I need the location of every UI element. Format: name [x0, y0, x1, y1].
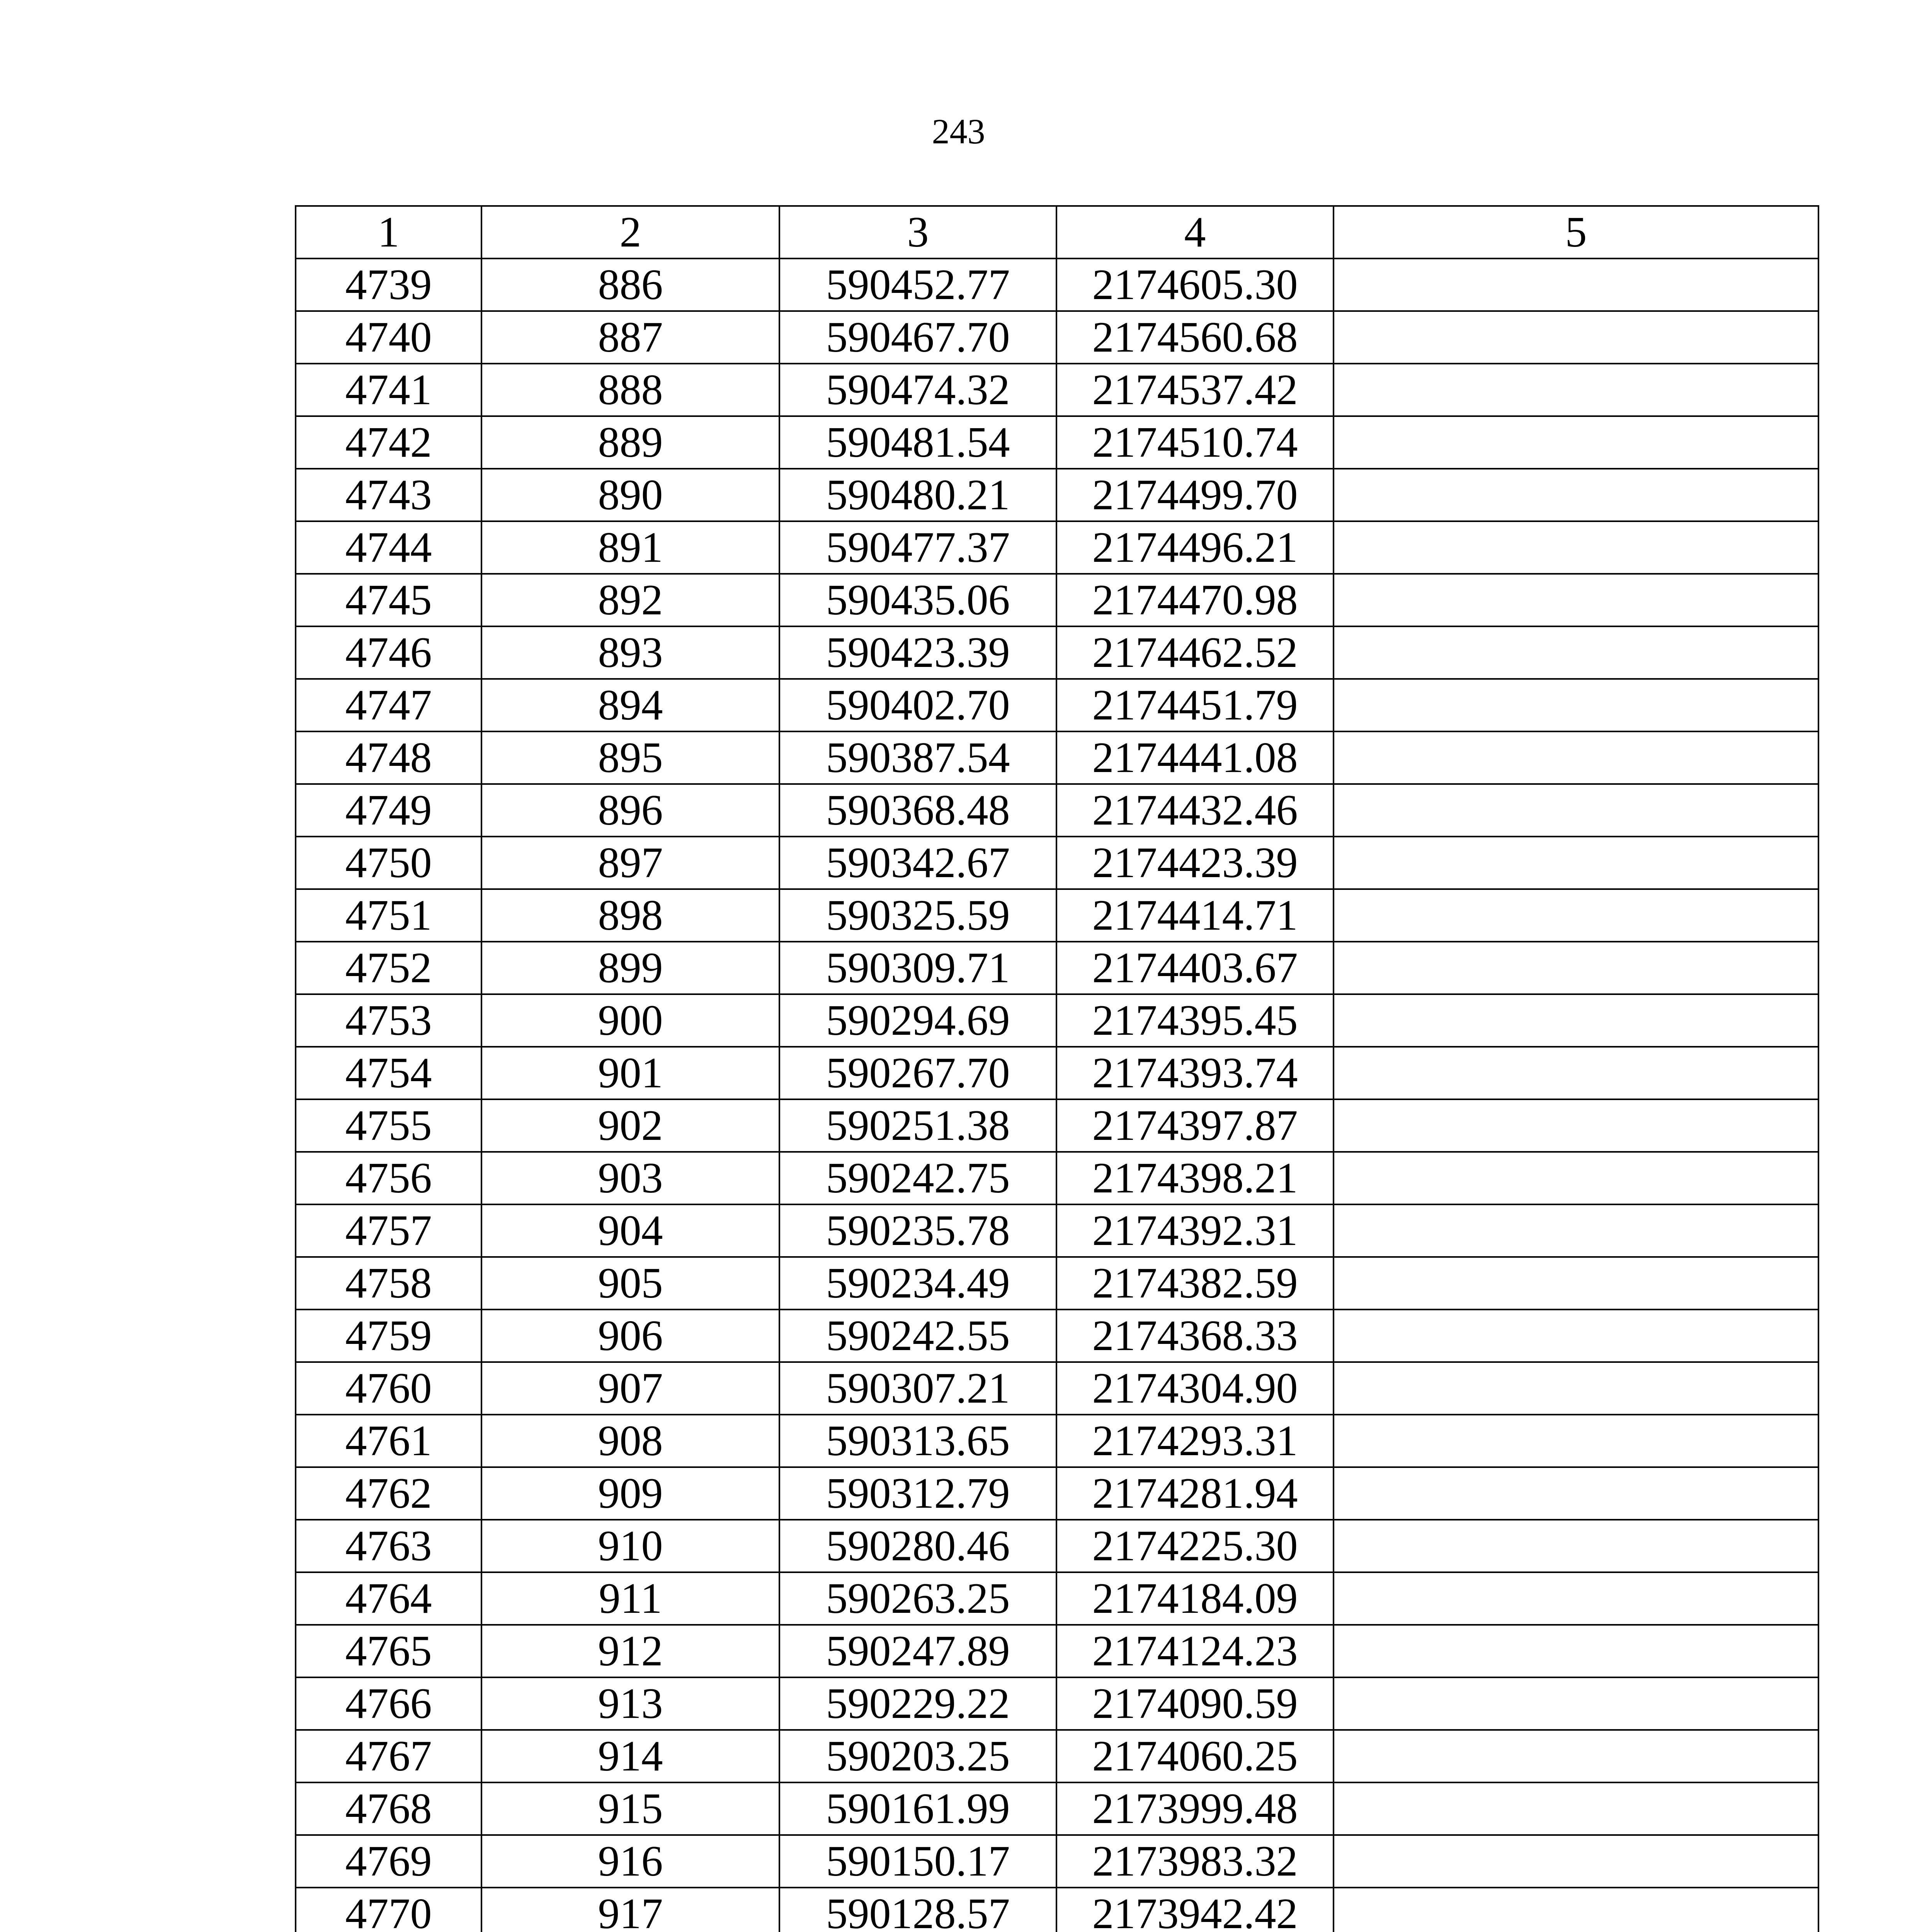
cell-y: 2174605.30: [1056, 259, 1334, 311]
cell-number: 4763: [296, 1520, 481, 1572]
table-row: [296, 1362, 1818, 1415]
cell-point: 897: [481, 837, 779, 889]
cell-x: 590402.70: [779, 679, 1056, 731]
cell-note: [1334, 469, 1818, 521]
table-row: [296, 784, 1818, 837]
table-row: [296, 837, 1818, 889]
cell-point: 903: [481, 1152, 779, 1204]
cell-number: 4757: [296, 1204, 481, 1257]
table-row: [296, 679, 1818, 731]
cell-point: 910: [481, 1520, 779, 1572]
cell-note: [1334, 1730, 1818, 1782]
cell-point: 900: [481, 994, 779, 1047]
cell-number: 4748: [296, 731, 481, 784]
cell-number: 4755: [296, 1099, 481, 1152]
cell-point: 895: [481, 731, 779, 784]
cell-number: 4768: [296, 1782, 481, 1835]
cell-point: 886: [481, 259, 779, 311]
cell-number: 4753: [296, 994, 481, 1047]
cell-point: 893: [481, 626, 779, 679]
cell-y: 2174499.70: [1056, 469, 1334, 521]
table-row: [296, 364, 1818, 416]
cell-point: 917: [481, 1888, 779, 1932]
cell-number: 4754: [296, 1047, 481, 1099]
table-header-row: [296, 206, 1818, 259]
table-row: [296, 1047, 1818, 1099]
table-row: [296, 1204, 1818, 1257]
cell-point: 892: [481, 574, 779, 626]
cell-number: 4750: [296, 837, 481, 889]
table-row: [296, 521, 1818, 574]
cell-number: 4770: [296, 1888, 481, 1932]
cell-note: [1334, 1520, 1818, 1572]
column-header-5: 5: [1334, 206, 1818, 259]
table-row: [296, 994, 1818, 1047]
table-row: [296, 1467, 1818, 1520]
cell-number: 4744: [296, 521, 481, 574]
cell-point: 905: [481, 1257, 779, 1310]
cell-number: 4759: [296, 1310, 481, 1362]
table-row: [296, 1257, 1818, 1310]
cell-number: 4766: [296, 1677, 481, 1730]
cell-y: 2174060.25: [1056, 1730, 1334, 1782]
cell-point: 908: [481, 1415, 779, 1467]
cell-note: [1334, 679, 1818, 731]
table-row: [296, 1572, 1818, 1625]
table-row: [296, 416, 1818, 469]
table-row: [296, 1888, 1818, 1932]
cell-note: [1334, 784, 1818, 837]
cell-x: 590342.67: [779, 837, 1056, 889]
cell-x: 590307.21: [779, 1362, 1056, 1415]
cell-number: 4765: [296, 1625, 481, 1677]
cell-x: 590474.32: [779, 364, 1056, 416]
table-row: [296, 1835, 1818, 1888]
table-row: [296, 731, 1818, 784]
cell-y: 2174293.31: [1056, 1415, 1334, 1467]
cell-y: 2174510.74: [1056, 416, 1334, 469]
cell-x: 590452.77: [779, 259, 1056, 311]
cell-point: 896: [481, 784, 779, 837]
table-row: [296, 1415, 1818, 1467]
cell-x: 590235.78: [779, 1204, 1056, 1257]
cell-note: [1334, 364, 1818, 416]
column-header-1: 1: [296, 206, 481, 259]
cell-y: 2174225.30: [1056, 1520, 1334, 1572]
cell-y: 2174560.68: [1056, 311, 1334, 364]
cell-note: [1334, 1677, 1818, 1730]
cell-note: [1334, 1310, 1818, 1362]
cell-y: 2174184.09: [1056, 1572, 1334, 1625]
cell-y: 2174398.21: [1056, 1152, 1334, 1204]
cell-note: [1334, 1204, 1818, 1257]
table-row: [296, 1677, 1818, 1730]
cell-note: [1334, 1415, 1818, 1467]
cell-y: 2174470.98: [1056, 574, 1334, 626]
cell-x: 590229.22: [779, 1677, 1056, 1730]
cell-note: [1334, 942, 1818, 994]
table-row: [296, 469, 1818, 521]
cell-point: 906: [481, 1310, 779, 1362]
cell-number: 4746: [296, 626, 481, 679]
cell-point: 899: [481, 942, 779, 994]
column-header-4: 4: [1056, 206, 1334, 259]
cell-number: 4764: [296, 1572, 481, 1625]
cell-x: 590242.75: [779, 1152, 1056, 1204]
cell-y: 2174451.79: [1056, 679, 1334, 731]
table-row: [296, 311, 1818, 364]
cell-x: 590477.37: [779, 521, 1056, 574]
cell-note: [1334, 1047, 1818, 1099]
cell-point: 914: [481, 1730, 779, 1782]
cell-y: 2174462.52: [1056, 626, 1334, 679]
cell-point: 898: [481, 889, 779, 942]
cell-x: 590423.39: [779, 626, 1056, 679]
cell-point: 913: [481, 1677, 779, 1730]
cell-number: 4742: [296, 416, 481, 469]
cell-note: [1334, 1572, 1818, 1625]
cell-note: [1334, 731, 1818, 784]
cell-number: 4761: [296, 1415, 481, 1467]
cell-point: 901: [481, 1047, 779, 1099]
cell-x: 590234.49: [779, 1257, 1056, 1310]
cell-number: 4760: [296, 1362, 481, 1415]
cell-x: 590203.25: [779, 1730, 1056, 1782]
cell-note: [1334, 574, 1818, 626]
cell-y: 2174537.42: [1056, 364, 1334, 416]
cell-note: [1334, 1835, 1818, 1888]
cell-x: 590161.99: [779, 1782, 1056, 1835]
cell-x: 590387.54: [779, 731, 1056, 784]
cell-number: 4751: [296, 889, 481, 942]
cell-y: 2174393.74: [1056, 1047, 1334, 1099]
table-row: [296, 1625, 1818, 1677]
cell-number: 4758: [296, 1257, 481, 1310]
table-row: [296, 1730, 1818, 1782]
cell-x: 590242.55: [779, 1310, 1056, 1362]
cell-point: 902: [481, 1099, 779, 1152]
cell-x: 590247.89: [779, 1625, 1056, 1677]
cell-note: [1334, 994, 1818, 1047]
cell-x: 590313.65: [779, 1415, 1056, 1467]
cell-point: 891: [481, 521, 779, 574]
table-row: [296, 259, 1818, 311]
cell-point: 890: [481, 469, 779, 521]
cell-note: [1334, 1362, 1818, 1415]
cell-y: 2174090.59: [1056, 1677, 1334, 1730]
table-row: [296, 942, 1818, 994]
cell-x: 590280.46: [779, 1520, 1056, 1572]
coordinates-table: [295, 205, 1819, 1932]
cell-number: 4756: [296, 1152, 481, 1204]
page-number: 243: [932, 112, 985, 151]
cell-y: 2174403.67: [1056, 942, 1334, 994]
cell-y: 2174382.59: [1056, 1257, 1334, 1310]
cell-number: 4747: [296, 679, 481, 731]
table-row: [296, 1152, 1818, 1204]
cell-y: 2174397.87: [1056, 1099, 1334, 1152]
table-row: [296, 574, 1818, 626]
cell-point: 912: [481, 1625, 779, 1677]
cell-number: 4767: [296, 1730, 481, 1782]
cell-y: 2174368.33: [1056, 1310, 1334, 1362]
cell-y: 2174432.46: [1056, 784, 1334, 837]
cell-y: 2173942.42: [1056, 1888, 1334, 1932]
table-row: [296, 626, 1818, 679]
cell-y: 2174124.23: [1056, 1625, 1334, 1677]
cell-point: 894: [481, 679, 779, 731]
table-row: [296, 1782, 1818, 1835]
cell-number: 4752: [296, 942, 481, 994]
cell-number: 4740: [296, 311, 481, 364]
cell-y: 2174496.21: [1056, 521, 1334, 574]
cell-x: 590435.06: [779, 574, 1056, 626]
cell-number: 4745: [296, 574, 481, 626]
table-row: [296, 889, 1818, 942]
cell-x: 590312.79: [779, 1467, 1056, 1520]
cell-x: 590267.70: [779, 1047, 1056, 1099]
cell-number: 4762: [296, 1467, 481, 1520]
cell-point: 915: [481, 1782, 779, 1835]
cell-y: 2173999.48: [1056, 1782, 1334, 1835]
cell-x: 590325.59: [779, 889, 1056, 942]
column-header-3: 3: [779, 206, 1056, 259]
cell-note: [1334, 1152, 1818, 1204]
cell-x: 590263.25: [779, 1572, 1056, 1625]
cell-note: [1334, 521, 1818, 574]
cell-point: 889: [481, 416, 779, 469]
cell-x: 590480.21: [779, 469, 1056, 521]
table-row: [296, 1520, 1818, 1572]
cell-note: [1334, 626, 1818, 679]
cell-note: [1334, 259, 1818, 311]
cell-y: 2174441.08: [1056, 731, 1334, 784]
cell-point: 907: [481, 1362, 779, 1415]
cell-number: 4769: [296, 1835, 481, 1888]
cell-number: 4741: [296, 364, 481, 416]
cell-point: 887: [481, 311, 779, 364]
cell-x: 590128.57: [779, 1888, 1056, 1932]
cell-note: [1334, 416, 1818, 469]
cell-point: 911: [481, 1572, 779, 1625]
table-row: [296, 1310, 1818, 1362]
cell-note: [1334, 311, 1818, 364]
cell-note: [1334, 1467, 1818, 1520]
table-row: [296, 1099, 1818, 1152]
cell-x: 590467.70: [779, 311, 1056, 364]
cell-point: 904: [481, 1204, 779, 1257]
cell-x: 590368.48: [779, 784, 1056, 837]
cell-y: 2174392.31: [1056, 1204, 1334, 1257]
cell-y: 2174395.45: [1056, 994, 1334, 1047]
cell-x: 590251.38: [779, 1099, 1056, 1152]
cell-y: 2174423.39: [1056, 837, 1334, 889]
cell-number: 4743: [296, 469, 481, 521]
cell-point: 888: [481, 364, 779, 416]
cell-note: [1334, 1888, 1818, 1932]
cell-y: 2173983.32: [1056, 1835, 1334, 1888]
cell-note: [1334, 889, 1818, 942]
cell-note: [1334, 1099, 1818, 1152]
table-body: [296, 259, 1818, 1932]
cell-point: 909: [481, 1467, 779, 1520]
cell-x: 590481.54: [779, 416, 1056, 469]
cell-x: 590309.71: [779, 942, 1056, 994]
cell-note: [1334, 1625, 1818, 1677]
cell-y: 2174304.90: [1056, 1362, 1334, 1415]
cell-number: 4749: [296, 784, 481, 837]
cell-note: [1334, 1782, 1818, 1835]
cell-number: 4739: [296, 259, 481, 311]
cell-note: [1334, 1257, 1818, 1310]
cell-point: 916: [481, 1835, 779, 1888]
cell-x: 590150.17: [779, 1835, 1056, 1888]
cell-y: 2174414.71: [1056, 889, 1334, 942]
cell-x: 590294.69: [779, 994, 1056, 1047]
cell-note: [1334, 837, 1818, 889]
column-header-2: 2: [481, 206, 779, 259]
cell-y: 2174281.94: [1056, 1467, 1334, 1520]
